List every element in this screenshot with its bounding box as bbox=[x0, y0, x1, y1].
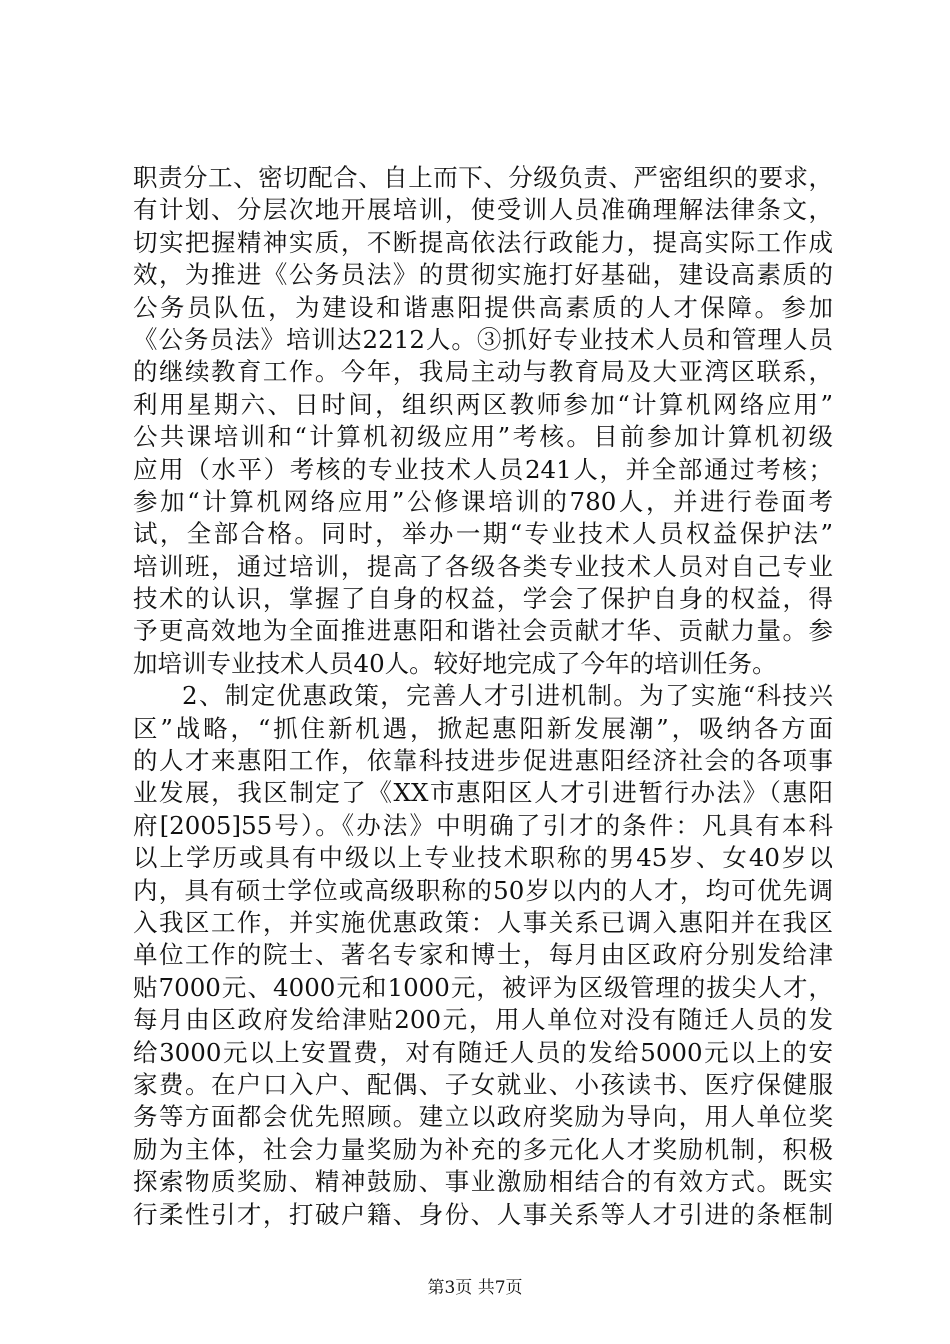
text-line: 家费。在户口入户、配偶、子女就业、小孩读书、医疗保健服 bbox=[133, 1069, 833, 1099]
text-line: 贴7000元、4000元和1000元，被评为区级管理的拔尖人才， bbox=[133, 972, 833, 1002]
text-line: 职责分工、密切配合、自上而下、分级负责、严密组织的要求， bbox=[133, 163, 833, 192]
text-line: 务等方面都会优先照顾。建立以政府奖励为导向，用人单位奖 bbox=[133, 1102, 833, 1132]
text-line: 入我区工作，并实施优惠政策：人事关系已调入惠阳并在我区 bbox=[133, 907, 833, 937]
text-line: 切实把握精神实质，不断提高依法行政能力，提高实际工作成 bbox=[133, 227, 833, 257]
text-line: 行柔性引才，打破户籍、身份、人事关系等人才引进的条框制 bbox=[133, 1199, 833, 1229]
text-line: 参加“计算机网络应用”公修课培训的780人，并进行卷面考 bbox=[133, 486, 833, 516]
body-text bbox=[133, 162, 833, 1231]
text-line: 应用（水平）考核的专业技术人员241人，并全部通过考核； bbox=[133, 454, 833, 484]
text-line: 的继续教育工作。今年，我局主动与教育局及大亚湾区联系， bbox=[133, 357, 833, 387]
text-line: 《公务员法》培训达2212人。③抓好专业技术人员和管理人员 bbox=[133, 324, 833, 354]
text-line: 予更高效地为全面推进惠阳和谐社会贡献才华、贡献力量。参 bbox=[133, 616, 833, 646]
text-line: 加培训专业技术人员40人。较好地完成了今年的培训任务。 bbox=[133, 648, 777, 678]
text-line: 区”战略，“抓住新机遇，掀起惠阳新发展潮”，吸纳各方面 bbox=[133, 713, 833, 743]
text-line: 探索物质奖励、精神鼓励、事业激励相结合的有效方式。既实 bbox=[133, 1167, 833, 1197]
text-line: 利用星期六、日时间，组织两区教师参加“计算机网络应用” bbox=[133, 389, 833, 419]
text-line: 培训班，通过培训，提高了各级各类专业技术人员对自己专业 bbox=[133, 551, 833, 581]
text-line: 公共课培训和“计算机初级应用”考核。目前参加计算机初级 bbox=[133, 422, 833, 452]
text-line: 单位工作的院士、著名专家和博士，每月由区政府分别发给津 bbox=[133, 940, 833, 970]
text-line: 每月由区政府发给津贴200元，用人单位对没有随迁人员的发 bbox=[133, 1005, 833, 1035]
text-line: 的人才来惠阳工作，依靠科技进步促进惠阳经济社会的各项事 bbox=[133, 746, 833, 776]
text-line: 给3000元以上安置费，对有随迁人员的发给5000元以上的安 bbox=[133, 1037, 833, 1067]
text-line: 有计划、分层次地开展培训，使受训人员准确理解法律条文， bbox=[133, 195, 833, 225]
text-line: 业发展，我区制定了《XX市惠阳区人才引进暂行办法》（惠阳 bbox=[133, 778, 833, 808]
text-line: 试，全部合格。同时，举办一期“专业技术人员权益保护法” bbox=[133, 519, 833, 549]
page-number-label: 第3页 共7页 bbox=[427, 1278, 523, 1298]
text-line: 公务员队伍，为建设和谐惠阳提供高素质的人才保障。参加 bbox=[133, 292, 833, 322]
text-line: 励为主体，社会力量奖励为补充的多元化人才奖励机制，积极 bbox=[133, 1134, 833, 1164]
text-line: 以上学历或具有中级以上专业技术职称的男45岁、女40岁以 bbox=[133, 843, 833, 873]
text-line: 内，具有硕士学位或高级职称的50岁以内的人才，均可优先调 bbox=[133, 875, 833, 905]
text-line: 技术的认识，掌握了自身的权益，学会了保护自身的权益，得 bbox=[133, 584, 833, 614]
page-footer bbox=[0, 1273, 950, 1298]
text-line: 效，为推进《公务员法》的贯彻实施打好基础，建设高素质的 bbox=[133, 260, 833, 290]
text-line: 府[2005]55号）。《办法》中明确了引才的条件：凡具有本科 bbox=[133, 810, 833, 840]
paragraph-start-line: 2、制定优惠政策，完善人才引进机制。为了实施“科技兴 bbox=[182, 681, 833, 711]
